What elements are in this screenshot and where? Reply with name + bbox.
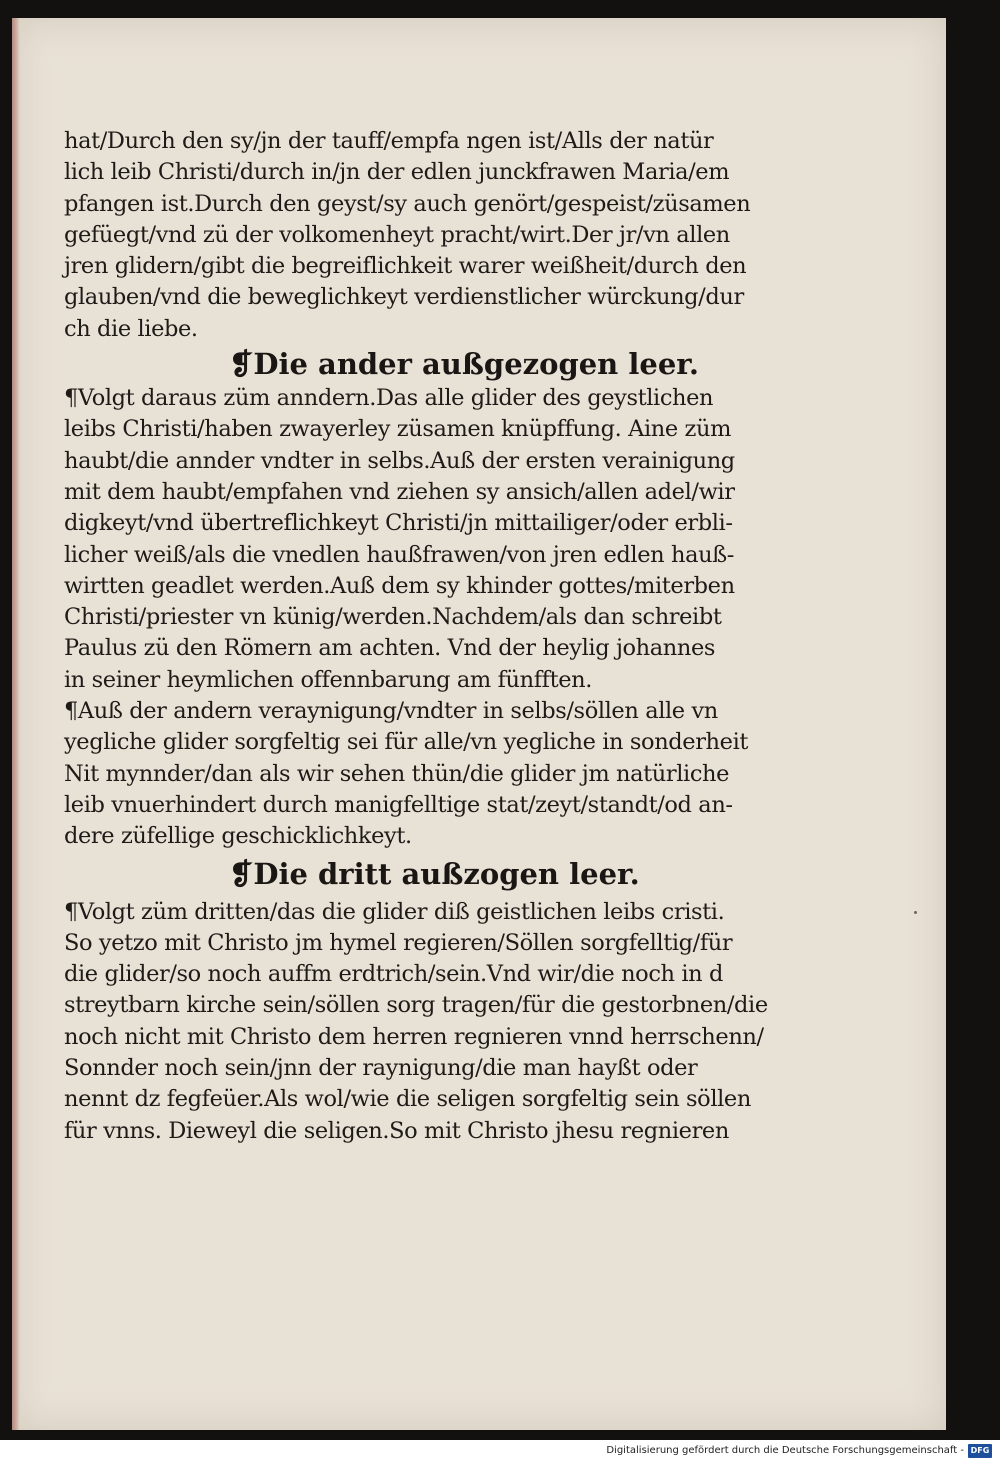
- text-line: ¶Volgt züm dritten/das die glider diß geistlichen leibs cristi.: [64, 898, 725, 925]
- text-line: So yetzo mit Christo jm hymel regieren/Söllen sorgfelltig/für: [64, 929, 733, 956]
- text-line: licher weiß/als die vnedlen haußfrawen/von jren edlen hauß-: [64, 541, 735, 568]
- text-line: leibs Christi/haben zwayerley züsamen knüpffung. Aine züm: [64, 416, 732, 443]
- text-line: digkeyt/vnd übertreflichkeyt Christi/jn mittailiger/oder erbli-: [64, 510, 733, 537]
- text-line: jren glidern/gibt die begreiflichkeit warer weißheit/durch den: [64, 253, 747, 280]
- text-line: ch die liebe.: [64, 315, 198, 342]
- page-text: [64, 126, 804, 1147]
- footer-bar: [0, 1440, 1000, 1464]
- text-line: dere züfellige geschicklichkeyt.: [64, 823, 412, 850]
- text-line: die glider/so noch auffm erdtrich/sein.Vnd wir/die noch in d: [64, 961, 724, 988]
- text-line: ¶Volgt daraus züm anndern.Das alle glider des geystlichen: [64, 385, 714, 412]
- section-heading-dritt: ❡Die dritt außzogen leer.: [229, 856, 640, 891]
- text-line: mit dem haubt/empfahen vnd ziehen sy ansich/allen adel/wir: [64, 478, 735, 505]
- text-line: lich leib Christi/durch in/jn der edlen junckfrawen Maria/em: [64, 159, 730, 186]
- text-line: ¶Auß der andern veraynigung/vndter in selbs/söllen alle vn: [64, 698, 718, 725]
- page-binding-edge: [12, 18, 20, 1430]
- text-line: nennt dz fegfeüer.Als wol/wie die seligen sorgfeltig sein söllen: [64, 1086, 751, 1113]
- text-line: gefüegt/vnd zü der volkomenheyt pracht/wirt.Der jr/vn allen: [64, 221, 730, 248]
- book-page: [12, 18, 946, 1430]
- text-line: hat/Durch den sy/jn der tauff/empfa ngen ist/Alls der natür: [64, 128, 714, 154]
- text-line: Nit mynnder/dan als wir sehen thün/die glider jm natürliche: [64, 760, 730, 787]
- text-line: pfangen ist.Durch den geyst/sy auch genört/gespeist/züsamen: [64, 190, 751, 217]
- dfg-logo: DFG: [968, 1444, 992, 1458]
- heading-text: Die dritt außzogen leer.: [253, 856, 640, 891]
- text-line: Christi/priester vn künig/werden.Nachdem/als dan schreibt: [64, 604, 722, 631]
- text-line: in seiner heymlichen offennbarung am fünfften.: [64, 666, 592, 693]
- heading-text: Die ander außgezogen leer.: [253, 347, 699, 382]
- text-line: haubt/die annder vndter in selbs.Auß der ersten verainigung: [64, 447, 735, 474]
- page-speck: [914, 911, 917, 914]
- text-line: wirtten geadlet werden.Auß dem sy khinder gottes/miterben: [64, 572, 735, 599]
- text-line: für vnns. Dieweyl die seligen.So mit Christo jhesu regnieren: [64, 1117, 729, 1144]
- text-line: noch nicht mit Christo dem herren regnieren vnnd herrschenn/: [64, 1023, 764, 1050]
- text-line: leib vnuerhindert durch manigfelltige stat/zeyt/standt/od an-: [64, 791, 733, 818]
- footer-credit: Digitalisierung gefördert durch die Deutsche Forschungsgemeinschaft -: [606, 1445, 964, 1456]
- text-line: Paulus zü den Römern am achten. Vnd der heylig johannes: [64, 635, 716, 662]
- section-heading-ander: ❡Die ander außgezogen leer.: [229, 347, 699, 382]
- text-line: Sonnder noch sein/jnn der raynigung/die man hayßt oder: [64, 1055, 698, 1082]
- text-line: glauben/vnd die beweglichkeyt verdienstlicher würckung/dur: [64, 284, 744, 311]
- text-line: yegliche glider sorgfeltig sei für alle/vn yegliche in sonderheit: [64, 729, 749, 756]
- text-line: streytbarn kirche sein/söllen sorg tragen/für die gestorbnen/die: [64, 992, 768, 1019]
